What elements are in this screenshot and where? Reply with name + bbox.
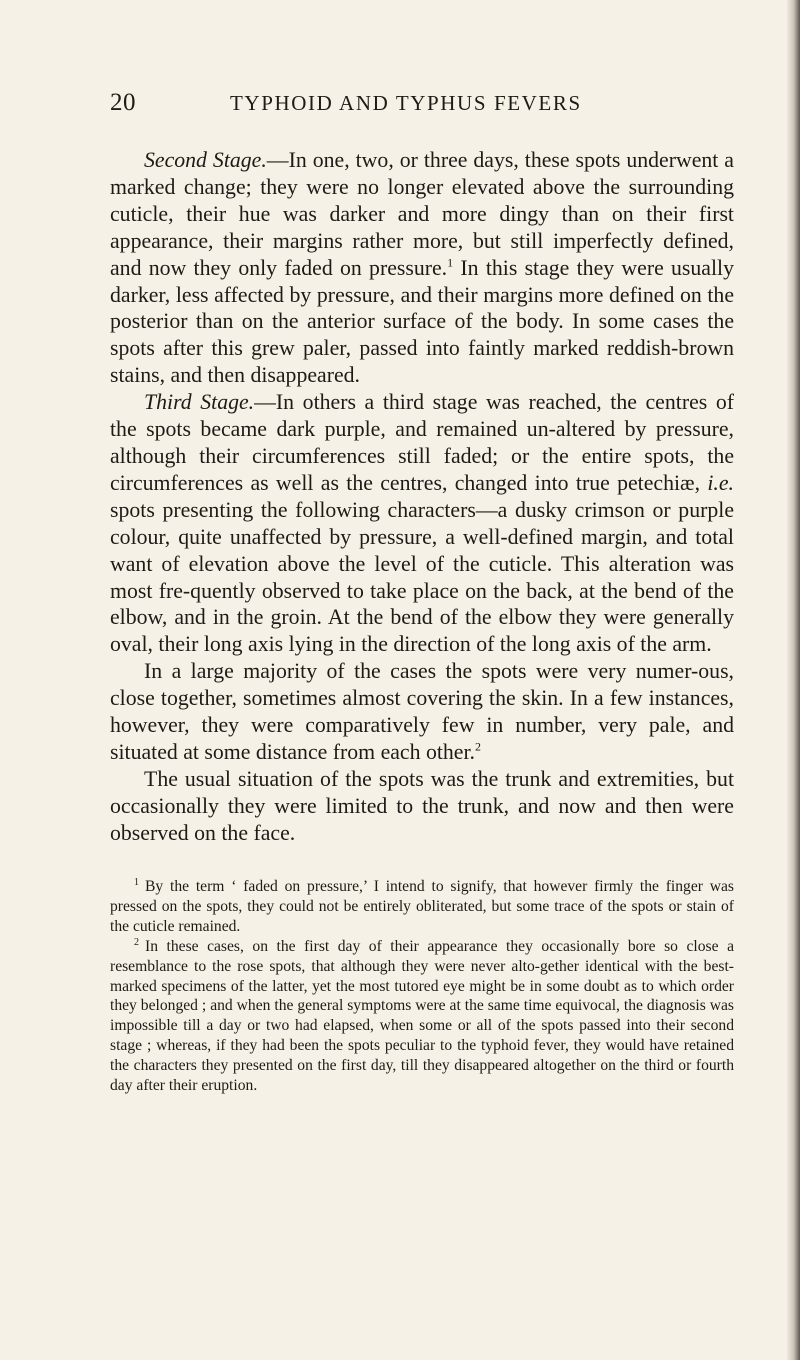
paragraph-situation <box>110 766 734 847</box>
paragraph-third-stage <box>110 389 734 658</box>
heading-second-stage: Second Stage. <box>144 148 267 172</box>
footnotes <box>110 877 734 1096</box>
footnote-ref-2[interactable]: 2 <box>474 739 481 754</box>
paragraph-text: The usual situation of the spots was the trunk and extremities, but occasionally they were limited to the trunk, and now and then were observed on the face. <box>110 766 734 845</box>
footnote-ref-1[interactable]: 1 <box>447 255 454 270</box>
main-text <box>110 147 734 847</box>
paragraph-text: In this stage they were usually darker, less affected by pressure, and their margins more defined on the posterior than on the anterior surface of the body. In some cases the spots after this grew paler, passed into faintly marked reddish-brown stains, and then disappeared. <box>110 255 734 388</box>
paragraph-second-stage <box>110 147 734 389</box>
paragraph-text: —In others a third stage was reached, the centres of the spots became dark purple, and remained un-altered by pressure, although their circumferences still faded; or the entire spots, the circumferences as well as the centres, changed into true petechiæ, <box>110 390 734 495</box>
heading-third-stage: Third Stage. <box>144 390 255 415</box>
page-header <box>110 89 738 119</box>
abbreviation-ie: i.e. <box>707 470 734 495</box>
footnote-text: In these cases, on the first day of their appearance they occasionally bore so close a resemblance to the rose spots, that although they were never alto-gether identical with the best-marked specimens of the latter, yet the most tutored eye might be in some doubt as to which order they belonged ; and when the general symptoms were at the same time equivocal, the diagnosis was impossible till a day or two had elapsed, when some or all of the spots passed into their second stage ; whereas, if they had been the spots peculiar to the typhoid fever, they would have retained the characters they presented on the first day, till they disappeared altogether on the third or fourth day after their eruption. <box>110 937 734 1095</box>
footnote-2 <box>110 937 734 1096</box>
running-title: TYPHOID AND TYPHUS FEVERS <box>230 91 582 115</box>
paragraph-majority <box>110 658 734 766</box>
footnote-mark: 2 <box>134 936 139 948</box>
paragraph-text: In a large majority of the cases the spots were very numer-ous, close together, sometimes almost covering the skin. In a few instances, however, they were comparatively few in number, very pale, and situated at some distance from each other. <box>110 659 734 764</box>
page-edge-shadow <box>786 0 800 1360</box>
footnote-mark: 1 <box>134 876 139 888</box>
footnote-1 <box>110 877 734 937</box>
paragraph-text: spots presenting the following characters—a dusky crimson or purple colour, quite unaffected by pressure, a well-defined margin, and total want of elevation above the level of the cuticle. This alteration was most fre-quently observed to take place on the back, at the bend of the elbow, and in the groin. At the bend of the elbow they were generally oval, their long axis lying in the direction of the long axis of the arm. <box>110 497 734 657</box>
page-number: 20 <box>110 89 136 116</box>
footnote-text: By the term ‘ faded on pressure,’ I intend to signify, that however firmly the finger was pressed on the spots, they could not be entirely obliterated, but some trace of the spots or stain of the cuticle remained. <box>110 878 734 935</box>
paragraph-text: —In one, two, or three days, these spots underwent a marked change; they were no longer elevated above the surrounding cuticle, their hue was darker and more dingy than on their first appearance, their margins rather more, but still imperfectly defined, and now they only faded on pressure. <box>110 148 734 280</box>
